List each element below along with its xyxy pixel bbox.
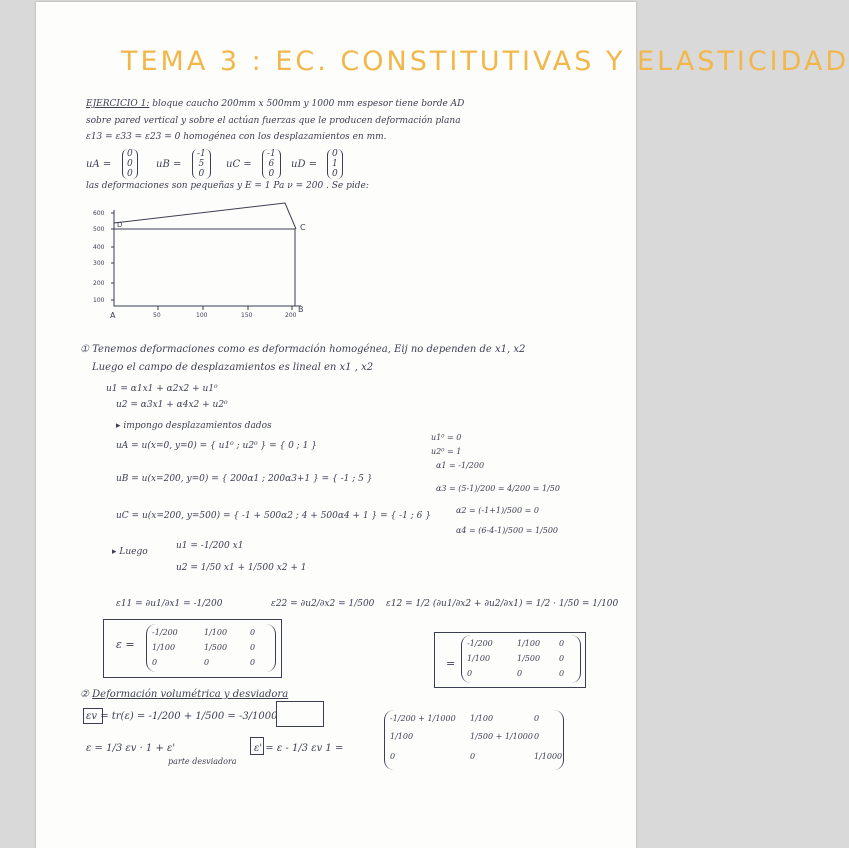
matrix-cell: 0 bbox=[250, 643, 256, 652]
vector-label: uA = bbox=[86, 159, 112, 170]
part1-luego-label: ▸ Luego bbox=[112, 547, 148, 557]
displacement-vector bbox=[86, 147, 146, 181]
part1-luego-u1: u1 = -1/200 x1 bbox=[176, 541, 244, 551]
part1-ub-result-1: α1 = -1/200 bbox=[436, 461, 485, 470]
displacement-vector bbox=[226, 147, 286, 181]
vector-component: 0 bbox=[332, 149, 338, 159]
part1-impongo: ▸ impongo desplazamientos dados bbox=[116, 421, 272, 431]
part1-eq-u1: u1 = α1x1 + α2x2 + u1⁰ bbox=[106, 384, 218, 394]
vector-label: uC = bbox=[226, 159, 252, 170]
x-tick: 150 bbox=[241, 312, 253, 319]
strain-matrix bbox=[146, 624, 276, 672]
exercise-line-1 bbox=[86, 100, 464, 109]
part2-heading-line bbox=[80, 690, 288, 700]
part2-number: ② bbox=[80, 689, 89, 700]
matrix-cell: 1/100 bbox=[517, 639, 541, 648]
vector-component: 0 bbox=[127, 149, 133, 159]
part1-ub-result-2: α3 = (5-1)/200 = 4/200 = 1/50 bbox=[436, 484, 560, 493]
x-tick: 200 bbox=[285, 312, 297, 319]
vector-component: 6 bbox=[268, 159, 275, 169]
vector-component: 0 bbox=[332, 169, 338, 179]
original-block bbox=[114, 229, 295, 306]
displacement-vector bbox=[156, 147, 216, 181]
part2-dev-note: parte desviadora bbox=[168, 757, 237, 766]
y-tick: 400 bbox=[93, 244, 105, 251]
matrix-cell: 0 bbox=[534, 732, 540, 741]
y-tick: 600 bbox=[93, 210, 105, 217]
matrix-cell: 1/100 bbox=[390, 732, 414, 741]
strain-matrix-frac-eq: = bbox=[446, 657, 456, 670]
matrix-cell: 0 bbox=[534, 714, 540, 723]
vector-label: uB = bbox=[156, 159, 182, 170]
part1-ua-result-1: u1⁰ = 0 bbox=[431, 433, 462, 442]
matrix-cell: 1/100 bbox=[152, 643, 176, 652]
part2-ev-line: εv = tr(ε) = -1/200 + 1/500 = -3/1000 bbox=[86, 711, 278, 722]
deviatoric-matrix bbox=[384, 710, 564, 770]
matrix-cell: 0 bbox=[467, 669, 473, 678]
matrix-cell: 0 bbox=[559, 669, 565, 678]
part1-uc-line: uC = u(x=200, y=500) = { -1 + 500α2 ; 4 + 500α4 + 1 } = { -1 ; 6 } bbox=[116, 511, 431, 521]
vector-label: uD = bbox=[291, 159, 318, 170]
vector-component: 0 bbox=[127, 169, 133, 179]
vector-component: 1 bbox=[332, 159, 338, 169]
part1-strain-e22: ε22 = ∂u2/∂x2 = 1/500 bbox=[271, 599, 375, 609]
part2-dev-eq: ε' = ε - 1/3 εv 1 = bbox=[254, 743, 344, 754]
matrix-cell: 0 bbox=[250, 628, 256, 637]
point-b: B bbox=[298, 305, 304, 314]
x-tick: 100 bbox=[196, 312, 208, 319]
y-tick: 300 bbox=[93, 260, 105, 267]
y-tick: 500 bbox=[93, 226, 105, 233]
matrix-cell: 1/1000 bbox=[534, 752, 563, 761]
matrix-cell: 1/100 bbox=[204, 628, 228, 637]
matrix-cell: 0 bbox=[204, 658, 210, 667]
matrix-cell: 1/500 bbox=[204, 643, 228, 652]
matrix-cell: 1/100 bbox=[470, 714, 494, 723]
vector-component: -1 bbox=[267, 149, 276, 159]
vector-components bbox=[262, 149, 281, 179]
vector-component: 0 bbox=[268, 169, 275, 179]
part1-text: Tenemos deformaciones como es deformación homogénea, Eij no dependen de x1, x2 bbox=[92, 344, 526, 355]
vector-component: -1 bbox=[197, 149, 206, 159]
strain-matrix-frac bbox=[461, 635, 581, 683]
matrix-cell: 1/500 + 1/1000 bbox=[470, 732, 533, 741]
vector-components bbox=[327, 149, 343, 179]
matrix-cell: -1/200 bbox=[152, 628, 178, 637]
x-tick: 50 bbox=[153, 312, 161, 319]
y-tick: 200 bbox=[93, 280, 105, 287]
part1-uc-result-2: α4 = (6-4-1)/500 = 1/500 bbox=[456, 526, 559, 535]
deformed-block bbox=[114, 203, 296, 229]
part1-line-1 bbox=[80, 345, 525, 355]
exercise-line-2: sobre pared vertical y sobre el actúan fuerzas que le producen deformación plana bbox=[86, 116, 461, 126]
part1-eq-u2: u2 = α3x1 + α4x2 + u2⁰ bbox=[116, 400, 228, 410]
part1-uc-result-1: α2 = (-1+1)/500 = 0 bbox=[456, 506, 539, 515]
part1-ua-line: uA = u(x=0, y=0) = { u1⁰ ; u2⁰ } = { 0 ; 1 } bbox=[116, 441, 317, 451]
part1-ua-result-2: u2⁰ = 1 bbox=[431, 447, 462, 456]
matrix-cell: 0 bbox=[559, 654, 565, 663]
part1-strain-e11: ε11 = ∂u1/∂x1 = -1/200 bbox=[116, 599, 223, 609]
point-c: C bbox=[300, 223, 306, 232]
exercise-text: bloque caucho 200mm x 500mm y 1000 mm espesor tiene borde AD bbox=[152, 99, 465, 109]
vector-component: 0 bbox=[198, 169, 205, 179]
part1-strain-e12: ε12 = 1/2 (∂u1/∂x2 + ∂u2/∂x1) = 1/2 · 1/50 = 1/100 bbox=[386, 599, 619, 609]
part1-line-2: Luego el campo de desplazamientos es lineal en x1 , x2 bbox=[92, 362, 374, 373]
matrix-cell: 1/100 bbox=[467, 654, 491, 663]
exercise-line-5: las deformaciones son pequeñas y E = 1 Pa ν = 200 . Se pide: bbox=[86, 181, 369, 191]
matrix-cell: -1/200 + 1/1000 bbox=[390, 714, 456, 723]
notebook-page bbox=[36, 2, 849, 848]
matrix-cell: 0 bbox=[517, 669, 523, 678]
page-title: TEMA 3 : EC. CONSTITUTIVAS Y ELASTICIDAD bbox=[121, 46, 849, 77]
part1-number: ① bbox=[80, 344, 89, 355]
matrix-cell: 0 bbox=[250, 658, 256, 667]
matrix-cell: 0 bbox=[559, 639, 565, 648]
matrix-cell: 1/500 bbox=[517, 654, 541, 663]
part1-luego-u2: u2 = 1/50 x1 + 1/500 x2 + 1 bbox=[176, 563, 307, 573]
part1-ub-line: uB = u(x=200, y=0) = { 200α1 ; 200α3+1 } = { -1 ; 5 } bbox=[116, 474, 373, 484]
block-figure bbox=[76, 200, 316, 330]
matrix-cell: 0 bbox=[470, 752, 476, 761]
point-d: D bbox=[117, 221, 123, 229]
point-a: A bbox=[110, 311, 116, 320]
matrix-cell: 0 bbox=[390, 752, 396, 761]
matrix-cell: 0 bbox=[152, 658, 158, 667]
y-tick: 100 bbox=[93, 297, 105, 304]
part2-dev-line: ε = 1/3 εv · 1 + ε' bbox=[86, 743, 176, 754]
vector-component: 0 bbox=[127, 159, 133, 169]
vector-components bbox=[122, 149, 138, 179]
vector-components bbox=[192, 149, 211, 179]
exercise-line-3: ε13 = ε33 = ε23 = 0 homogénea con los desplazamientos en mm. bbox=[86, 132, 387, 142]
displacement-vector bbox=[291, 147, 351, 181]
exercise-label: EJERCICIO 1: bbox=[86, 99, 150, 109]
vector-component: 5 bbox=[198, 159, 205, 169]
ev-result-box bbox=[276, 701, 324, 727]
strain-matrix-label: ε = bbox=[116, 638, 135, 651]
matrix-cell: -1/200 bbox=[467, 639, 493, 648]
part2-heading: Deformación volumétrica y desviadora bbox=[92, 689, 289, 700]
